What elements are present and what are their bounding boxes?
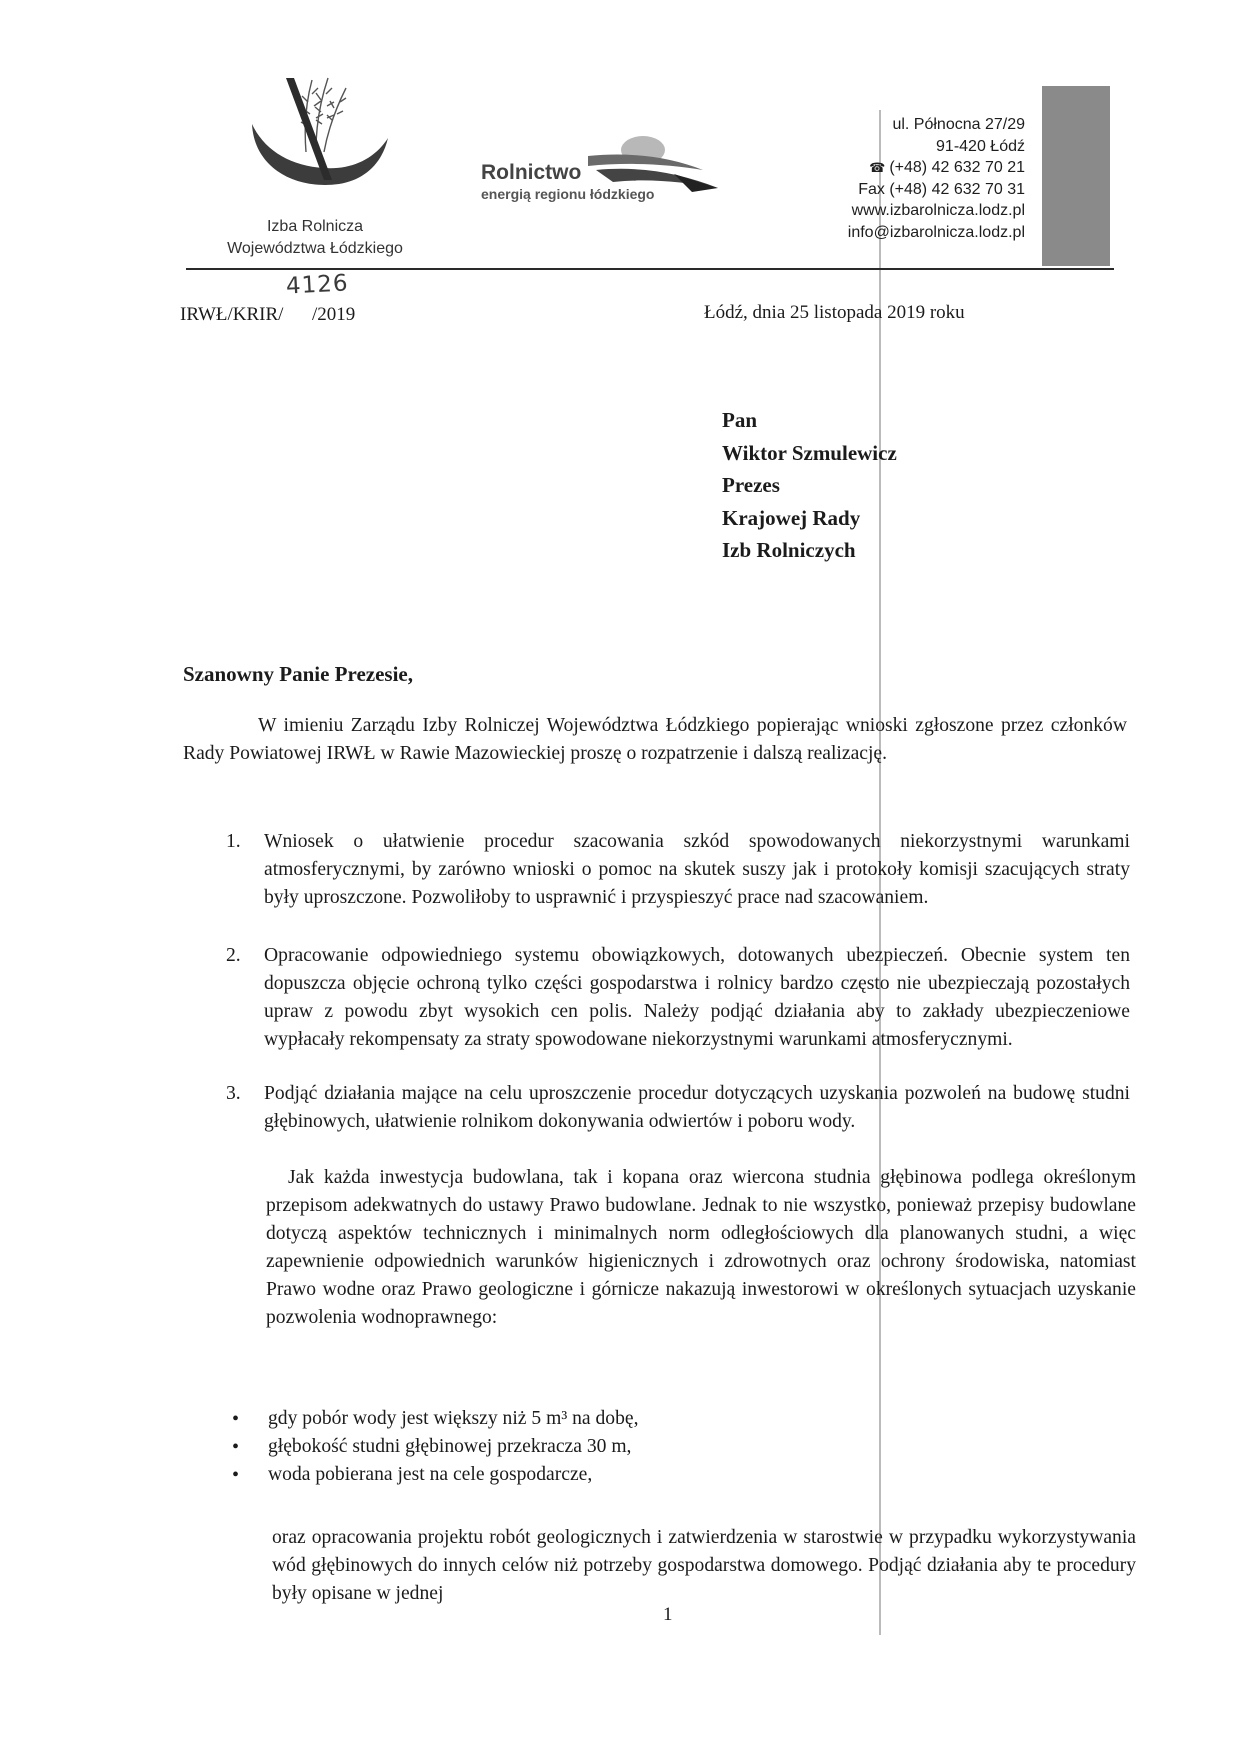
bullet-item: • gdy pobór wody jest większy niż 5 m³ na dobę, [232,1405,638,1433]
salutation: Szanowny Panie Prezesie, [183,662,413,686]
bullet-item: • woda pobierana jest na cele gospodarcze, [232,1461,638,1489]
contact-block [848,114,1025,243]
closing-paragraph: oraz opracowania projektu robót geologicznych i zatwierdzenia w starostwie w przypadku wykorzystywania wód głębinowych do innych celów niż potrzeby gospodarstwa domowego. Podjąć działania aby te procedury były opisane w jednej [272,1527,1136,1604]
wheat-logo-icon [224,72,404,202]
page-number: 1 [663,1604,673,1625]
phone-line [848,157,1025,179]
bullet-item: • głębokość studni głębinowej przekracza 30 m, [232,1433,638,1461]
letter-date: Łódź, dnia 25 listopada 2019 roku [704,302,965,323]
fax-line: Fax (+48) 42 632 70 31 [858,180,1025,198]
address-street: ul. Północna 27/29 [892,116,1025,133]
scan-artifact-bar [1042,86,1110,266]
izba-logo [200,72,430,262]
item-text: Wniosek o ułatwienie procedur szacowania szkód spowodowanych niekorzystnymi warunkami atmosferycznymi, by zarówno wnioski o pomoc na skutek suszy jak i protokoły komisji szacujących straty były uproszczone. Pozwoliłoby to usprawnić i przyspieszyć prace nad szacowaniem. [264,831,1130,908]
intro-paragraph: W imieniu Zarządu Izby Rolniczej Województwa Łódzkiego popierając wnioski zgłoszone przez członków Rady Powiatowej IRWŁ w Rawie Mazowieckiej proszę o rozpatrzenie i dalszą realizację. [183,715,1127,764]
campaign-subtitle: energią regionu łódzkiego [481,186,655,202]
item-number: 3. [226,1083,241,1104]
recipient-line: Prezes [722,473,780,497]
item3-detail-paragraph: Jak każda inwestycja budowlana, tak i kopana oraz wiercona studnia głębinowa podlega określonym przepisom adekwatnych do ustawy Prawo budowlane. Jednak to nie wszystko, ponieważ przepisy budowlane dotyczą aspektów technicznych i minimalnych norm odległościowych dla planowanych studni, a więc zapewnienie odpowiednich warunków higienicznych i zdrowotnych oraz ochrony środowiska, natomiast Prawo wodne oraz Prawo geologiczne i górnicze nakazują inwestorowi w określonych sytuacjach uzyskanie pozwolenia wodnoprawnego: [266,1167,1136,1328]
reference-code: IRWŁ/KRIR/ /2019 [180,304,356,325]
item-number: 1. [226,831,241,852]
item-text: Opracowanie odpowiedniego systemu obowiązkowych, dotowanych ubezpieczeń. Obecnie system ten dopuszcza objęcie ochroną tylko części gospodarstwa i rolnicy bardzo często nie ubezpieczają pozostałych upraw z powodu zbyt wysokich cen polis. Należy podjąć działania aby to zakłady ubezpieczeniowe wypłacały rekompensaty za straty spowodowane niekorzystnymi warunkami atmosferycznymi. [264,945,1130,1050]
campaign-title: Rolnictwo [481,161,582,184]
phone-number: (+48) 42 632 70 21 [889,159,1025,176]
item-text: Podjąć działania mające na celu uproszczenie procedur dotyczących uzyskania pozwoleń na budowę studni głębinowych, ułatwienie rolnikom dokonywania odwiertów i poboru wody. [264,1083,1130,1132]
recipient-line: Wiktor Szmulewicz [722,440,897,465]
recipient-line: Izb Rolniczych [722,538,856,562]
recipient-line: Krajowej Rady [722,505,861,530]
email-link[interactable]: info@izbarolnicza.lodz.pl [847,223,1025,241]
handwritten-number: 4126 [285,270,350,300]
bullet-list [232,1405,638,1489]
org-name-line1: Izba Rolnicza [266,218,364,235]
item-number: 2. [226,945,241,966]
recipient-block [722,404,897,567]
website-link[interactable]: www.izbarolnicza.lodz.pl [851,202,1025,219]
org-name-line2: Województwa Łódzkiego [227,240,403,257]
campaign-logo [478,126,728,206]
recipient-line: Pan [722,408,758,432]
phone-icon: ☎ [869,160,886,175]
header-divider [186,268,1114,270]
address-city: 91-420 Łódź [936,137,1025,155]
